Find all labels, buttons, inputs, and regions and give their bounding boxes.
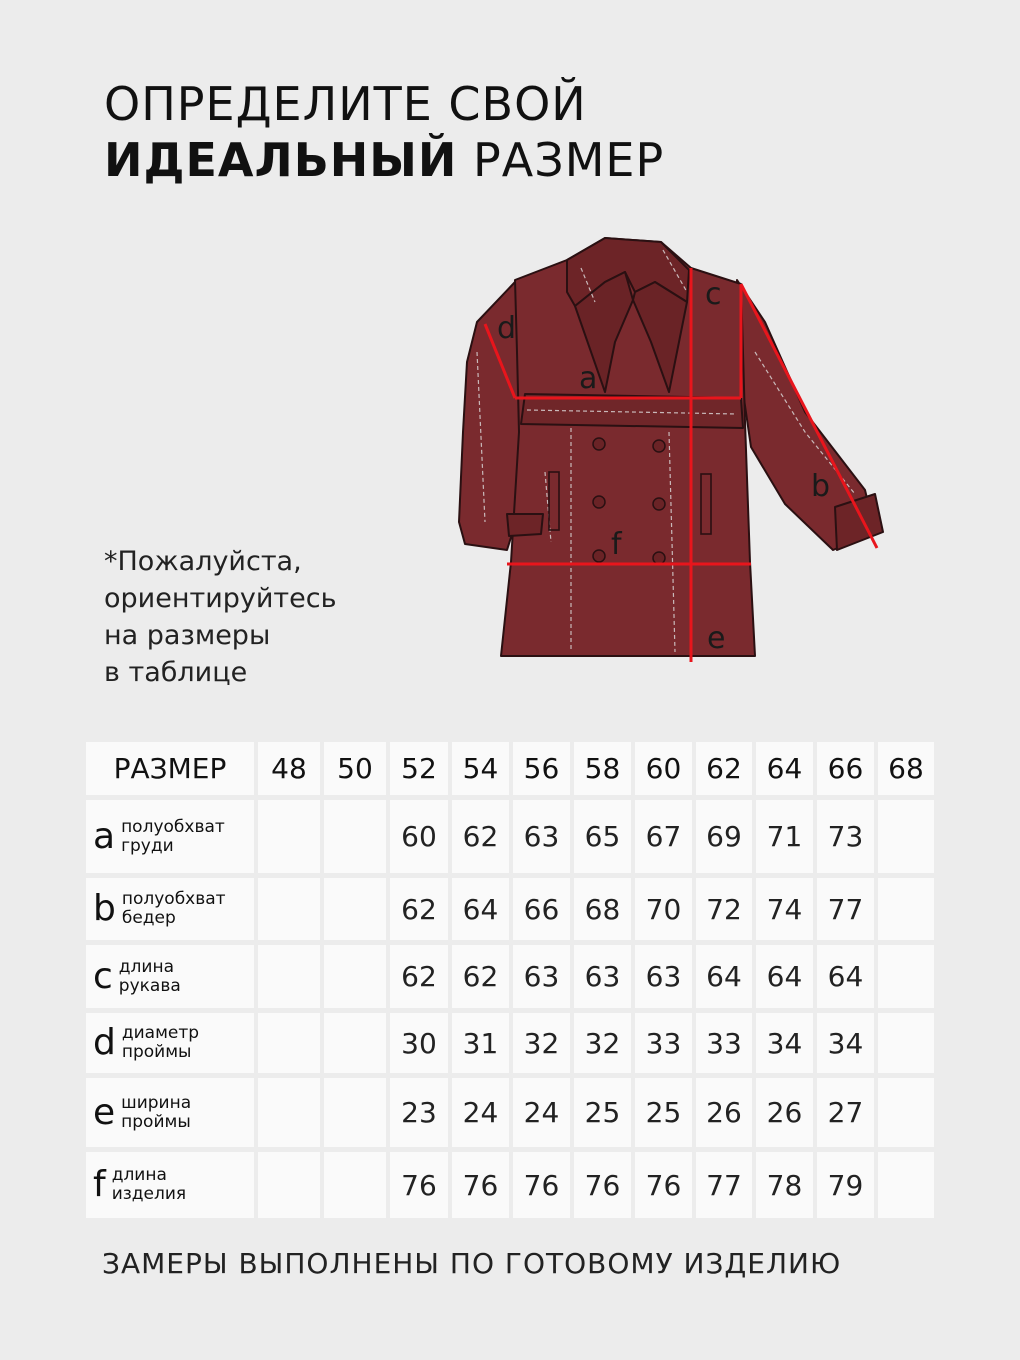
table-cell: 73 bbox=[817, 800, 874, 873]
title-rest-word: РАЗМЕР bbox=[473, 133, 665, 187]
table-cell bbox=[258, 1152, 320, 1218]
measurement-letter: a bbox=[93, 815, 116, 857]
table-cell: 76 bbox=[574, 1152, 631, 1218]
measurement-letter: d bbox=[93, 1022, 116, 1063]
description-line: бедер bbox=[121, 908, 176, 928]
table-cell: 25 bbox=[635, 1078, 692, 1147]
measurement-description bbox=[112, 1166, 186, 1204]
table-cell: 62 bbox=[390, 945, 448, 1008]
description-line: длина bbox=[118, 956, 174, 977]
coat-measurement-diagram bbox=[455, 232, 915, 668]
table-cell bbox=[258, 1078, 320, 1147]
table-cell: 33 bbox=[696, 1013, 752, 1073]
table-cell: 34 bbox=[756, 1013, 813, 1073]
table-cell bbox=[878, 878, 934, 940]
description-line: полуобхват bbox=[121, 816, 225, 837]
table-cell: 78 bbox=[756, 1152, 813, 1218]
table-cell bbox=[878, 800, 934, 873]
label-d: d bbox=[497, 311, 517, 346]
table-cell: 69 bbox=[696, 800, 752, 873]
table-cell: 76 bbox=[452, 1152, 509, 1218]
description-line: диаметр bbox=[121, 1023, 200, 1043]
description-line: длина bbox=[111, 1165, 167, 1185]
table-cell bbox=[324, 945, 386, 1008]
table-cell: 66 bbox=[513, 878, 570, 940]
table-cell: 26 bbox=[756, 1078, 813, 1147]
measurement-description bbox=[122, 1024, 199, 1062]
table-cell: 32 bbox=[574, 1013, 631, 1073]
measurement-label-f bbox=[86, 1152, 254, 1218]
table-cell: 77 bbox=[817, 878, 874, 940]
size-header-cell: 50 bbox=[324, 742, 386, 795]
description-line: рукава bbox=[118, 975, 181, 996]
label-a: a bbox=[579, 361, 598, 396]
title-line-2 bbox=[104, 132, 664, 188]
measurement-label-e bbox=[86, 1078, 254, 1147]
table-cell: 62 bbox=[452, 800, 509, 873]
size-header-cell: 66 bbox=[817, 742, 874, 795]
table-cell: 72 bbox=[696, 878, 752, 940]
page-title bbox=[104, 76, 664, 188]
description-line: ширина bbox=[121, 1092, 192, 1113]
size-header-cell: 52 bbox=[390, 742, 448, 795]
label-b: b bbox=[811, 469, 831, 504]
description-line: проймы bbox=[121, 1042, 192, 1062]
size-header-cell: 68 bbox=[878, 742, 934, 795]
measurement-letter: f bbox=[93, 1164, 106, 1205]
table-cell bbox=[258, 945, 320, 1008]
table-cell: 63 bbox=[513, 800, 570, 873]
size-table bbox=[86, 742, 934, 1218]
table-cell: 30 bbox=[390, 1013, 448, 1073]
label-f: f bbox=[611, 527, 622, 562]
measurement-label-d bbox=[86, 1013, 254, 1073]
table-cell: 26 bbox=[696, 1078, 752, 1147]
table-cell: 63 bbox=[574, 945, 631, 1008]
size-header-label: РАЗМЕР bbox=[86, 742, 254, 795]
table-cell: 64 bbox=[756, 945, 813, 1008]
size-header-cell: 54 bbox=[452, 742, 509, 795]
table-cell bbox=[324, 800, 386, 873]
measurement-letter: b bbox=[93, 888, 116, 929]
table-cell: 67 bbox=[635, 800, 692, 873]
table-cell bbox=[878, 945, 934, 1008]
table-cell: 27 bbox=[817, 1078, 874, 1147]
note-line: *Пожалуйста, bbox=[104, 546, 302, 577]
label-e: e bbox=[707, 621, 726, 656]
description-line: груди bbox=[121, 835, 174, 856]
table-cell: 77 bbox=[696, 1152, 752, 1218]
table-cell bbox=[878, 1152, 934, 1218]
measurement-description bbox=[121, 818, 225, 856]
measurement-description bbox=[119, 958, 181, 996]
table-cell bbox=[324, 1078, 386, 1147]
table-cell bbox=[324, 1152, 386, 1218]
title-line-1: ОПРЕДЕЛИТЕ СВОЙ bbox=[104, 77, 587, 131]
table-cell: 76 bbox=[513, 1152, 570, 1218]
table-cell: 31 bbox=[452, 1013, 509, 1073]
table-cell: 64 bbox=[817, 945, 874, 1008]
title-bold-word: ИДЕАЛЬНЫЙ bbox=[104, 133, 458, 187]
table-cell: 25 bbox=[574, 1078, 631, 1147]
table-cell: 33 bbox=[635, 1013, 692, 1073]
table-cell: 74 bbox=[756, 878, 813, 940]
size-header-cell: 60 bbox=[635, 742, 692, 795]
size-header-cell: 56 bbox=[513, 742, 570, 795]
table-cell: 64 bbox=[696, 945, 752, 1008]
measurement-description bbox=[122, 890, 226, 928]
table-cell: 62 bbox=[390, 878, 448, 940]
table-cell: 68 bbox=[574, 878, 631, 940]
description-line: изделия bbox=[111, 1184, 187, 1204]
table-cell: 76 bbox=[390, 1152, 448, 1218]
footer-note: ЗАМЕРЫ ВЫПОЛНЕНЫ ПО ГОТОВОМУ ИЗДЕЛИЮ bbox=[102, 1247, 842, 1280]
table-cell: 64 bbox=[452, 878, 509, 940]
table-cell: 65 bbox=[574, 800, 631, 873]
table-cell: 70 bbox=[635, 878, 692, 940]
description-line: проймы bbox=[121, 1111, 191, 1132]
measurement-letter: e bbox=[93, 1091, 116, 1133]
table-cell: 76 bbox=[635, 1152, 692, 1218]
table-cell: 24 bbox=[513, 1078, 570, 1147]
measurement-label-b bbox=[86, 878, 254, 940]
measurement-label-a bbox=[86, 800, 254, 873]
description-line: полуобхват bbox=[121, 889, 226, 909]
table-cell bbox=[324, 1013, 386, 1073]
size-header-cell: 58 bbox=[574, 742, 631, 795]
label-c: c bbox=[705, 277, 722, 312]
note-line: на размеры bbox=[104, 620, 271, 651]
table-cell: 23 bbox=[390, 1078, 448, 1147]
measurement-letter: c bbox=[93, 955, 113, 997]
table-cell: 32 bbox=[513, 1013, 570, 1073]
table-cell bbox=[258, 1013, 320, 1073]
size-header-cell: 64 bbox=[756, 742, 813, 795]
table-cell: 63 bbox=[635, 945, 692, 1008]
size-header-cell: 48 bbox=[258, 742, 320, 795]
measurement-label-c bbox=[86, 945, 254, 1008]
size-note bbox=[104, 543, 424, 691]
table-cell: 63 bbox=[513, 945, 570, 1008]
size-header-cell: 62 bbox=[696, 742, 752, 795]
table-cell: 71 bbox=[756, 800, 813, 873]
table-cell: 24 bbox=[452, 1078, 509, 1147]
table-cell bbox=[324, 878, 386, 940]
coat-illustration bbox=[459, 238, 883, 656]
note-line: в таблице bbox=[104, 657, 248, 688]
table-cell: 60 bbox=[390, 800, 448, 873]
table-cell: 79 bbox=[817, 1152, 874, 1218]
table-cell bbox=[878, 1013, 934, 1073]
table-cell bbox=[878, 1078, 934, 1147]
table-cell bbox=[258, 800, 320, 873]
table-cell bbox=[258, 878, 320, 940]
measurement-description bbox=[121, 1094, 191, 1132]
note-line: ориентируйтесь bbox=[104, 583, 337, 614]
table-cell: 34 bbox=[817, 1013, 874, 1073]
table-cell: 62 bbox=[452, 945, 509, 1008]
